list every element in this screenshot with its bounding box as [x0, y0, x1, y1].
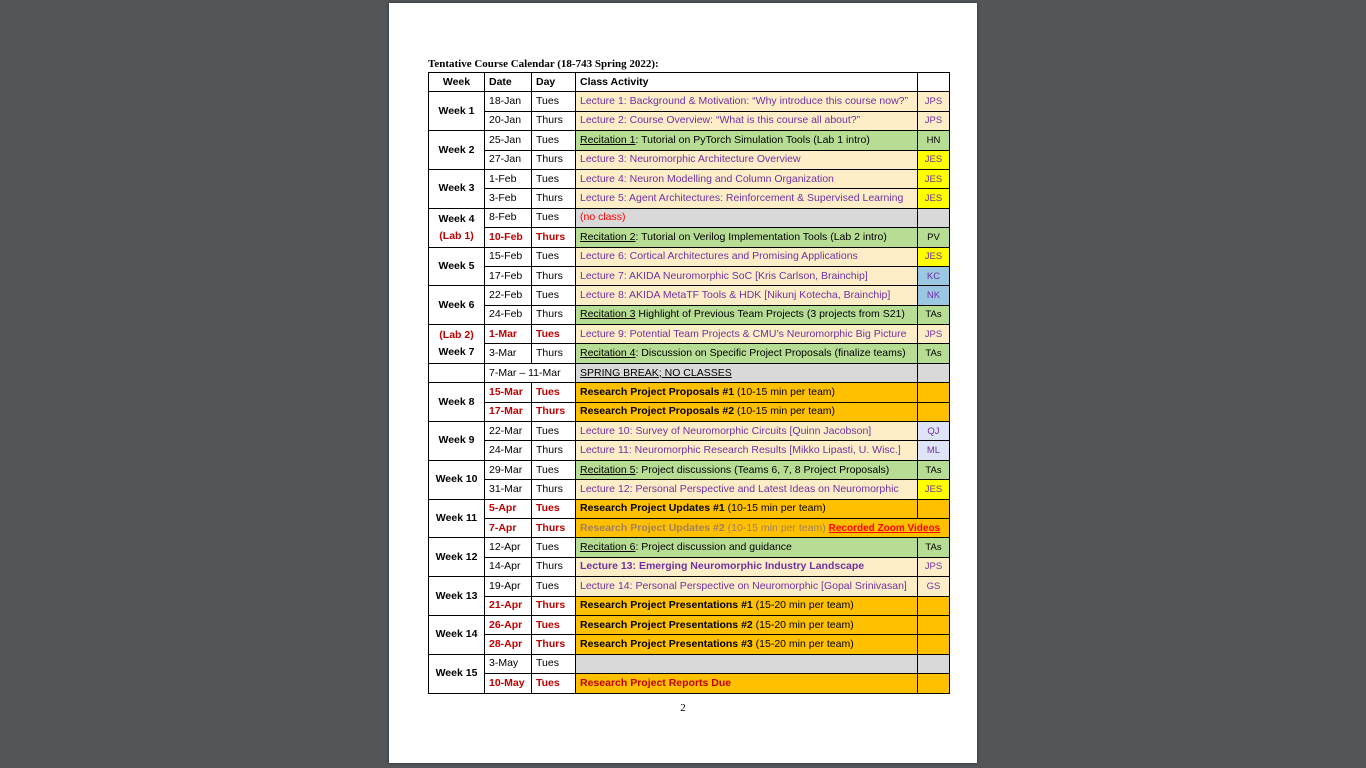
activity-cell: [576, 460, 918, 479]
day-cell: Tues: [532, 499, 576, 518]
table-row: [429, 363, 950, 382]
date-cell: 21-Apr: [485, 596, 532, 615]
initials-cell: [918, 499, 950, 518]
activity-cell: Lecture 10: Survey of Neuromorphic Circuits [Quinn Jacobson]: [576, 422, 918, 441]
date-cell: 28-Apr: [485, 635, 532, 654]
header-row: [429, 73, 950, 92]
initials-cell: [918, 596, 950, 615]
day-cell: Tues: [532, 208, 576, 227]
initials-cell: [918, 615, 950, 634]
day-cell: Tues: [532, 383, 576, 402]
table-row: [429, 189, 950, 208]
day-cell: Thurs: [532, 305, 576, 324]
table-row: [429, 460, 950, 479]
table-row: [429, 208, 950, 227]
activity-text: (15-20 min per team): [752, 599, 854, 612]
initials-cell: [918, 654, 950, 673]
activity-cell: Lecture 2: Course Overview: “What is this course all about?”: [576, 111, 918, 130]
activity-bold: Research Project Proposals #1: [580, 385, 735, 398]
initials-cell: [918, 402, 950, 421]
initials-cell: PV: [918, 228, 950, 247]
activity-cell: Lecture 13: Emerging Neuromorphic Industry Landscape: [576, 557, 918, 576]
week-label: Week 12: [429, 538, 485, 577]
recitation-label: Recitation 2: [580, 230, 636, 243]
recitation-label: Recitation 4: [580, 347, 636, 360]
day-cell: Thurs: [532, 150, 576, 169]
table-row: [429, 441, 950, 460]
date-cell: 7-Apr: [485, 518, 532, 537]
course-calendar-table: [428, 72, 950, 694]
initials-cell: JPS: [918, 92, 950, 111]
activity-bold: Research Project Updates #1: [580, 502, 725, 515]
header-date: Date: [485, 73, 532, 92]
initials-cell: [918, 635, 950, 654]
activity-text: : Tutorial on Verilog Implementation Tools (Lab 2 intro): [635, 230, 887, 243]
day-cell: Tues: [532, 654, 576, 673]
table-row: [429, 111, 950, 130]
day-cell: Thurs: [532, 266, 576, 285]
week-label: Week 13: [429, 577, 485, 616]
initials-cell: [918, 208, 950, 227]
day-cell: Tues: [532, 92, 576, 111]
activity-cell: [576, 538, 918, 557]
table-row: [429, 654, 950, 673]
initials-cell: JES: [918, 189, 950, 208]
week-label: Week 10: [429, 460, 485, 499]
recitation-label: Recitation 1: [580, 133, 636, 146]
date-cell: 22-Mar: [485, 422, 532, 441]
activity-text: (10-15 min per team): [724, 502, 826, 515]
date-cell: 7-Mar – 11-Mar: [485, 363, 576, 382]
week-label: Week 9: [429, 422, 485, 461]
day-cell: Tues: [532, 422, 576, 441]
date-cell: 15-Feb: [485, 247, 532, 266]
activity-cell: Research Project Reports Due: [576, 674, 918, 693]
activity-cell: [576, 596, 918, 615]
initials-cell: JES: [918, 169, 950, 188]
day-cell: Thurs: [532, 344, 576, 363]
day-cell: Tues: [532, 674, 576, 693]
activity-bold: Research Project Presentations #1: [580, 599, 753, 612]
date-cell: 14-Apr: [485, 557, 532, 576]
table-row: [429, 674, 950, 693]
table-row: [429, 131, 950, 150]
date-cell: 12-Apr: [485, 538, 532, 557]
table-row: [429, 480, 950, 499]
date-cell: 25-Jan: [485, 131, 532, 150]
week-label: Week 6: [429, 286, 485, 325]
table-row: [429, 577, 950, 596]
date-cell: 24-Mar: [485, 441, 532, 460]
initials-cell: GS: [918, 577, 950, 596]
activity-text: (15-20 min per team): [752, 618, 854, 631]
day-cell: Thurs: [532, 441, 576, 460]
activity-cell: [576, 383, 918, 402]
recitation-label: Recitation 5: [580, 463, 636, 476]
date-cell: 3-May: [485, 654, 532, 673]
initials-cell: HN: [918, 131, 950, 150]
initials-cell: TAs: [918, 305, 950, 324]
activity-text: (10-15 min per team): [734, 385, 836, 398]
activity-cell: Lecture 14: Personal Perspective on Neuromorphic [Gopal Srinivasan]: [576, 577, 918, 596]
initials-cell: KC: [918, 266, 950, 285]
week-label: Week 14: [429, 615, 485, 654]
date-cell: 29-Mar: [485, 460, 532, 479]
date-cell: 31-Mar: [485, 480, 532, 499]
day-cell: Thurs: [532, 557, 576, 576]
recitation-label: Recitation 3: [580, 308, 636, 321]
week-label: Week 3: [429, 169, 485, 208]
date-cell: 15-Mar: [485, 383, 532, 402]
activity-cell: Lecture 7: AKIDA Neuromorphic SoC [Kris Carlson, Brainchip]: [576, 266, 918, 285]
table-row: [429, 286, 950, 305]
activity-text: Highlight of Previous Team Projects (3 projects from S21): [635, 308, 905, 321]
activity-bold: Research Project Proposals #2: [580, 405, 735, 418]
activity-cell: (no class): [576, 208, 918, 227]
week-label: [429, 363, 485, 382]
activity-cell: [576, 499, 918, 518]
week-label: Week 1: [429, 92, 485, 131]
day-cell: Thurs: [532, 480, 576, 499]
activity-text: (10-15 min per team): [724, 521, 829, 534]
table-row: [429, 538, 950, 557]
activity-cell: [576, 131, 918, 150]
week-label: Week 11: [429, 499, 485, 538]
table-row: [429, 596, 950, 615]
activity-cell: Lecture 3: Neuromorphic Architecture Overview: [576, 150, 918, 169]
table-row: [429, 499, 950, 518]
week-name: Week 4: [438, 212, 475, 225]
day-cell: Tues: [532, 325, 576, 344]
initials-cell: TAs: [918, 344, 950, 363]
activity-cell: Lecture 6: Cortical Architectures and Promising Applications: [576, 247, 918, 266]
initials-cell: [918, 383, 950, 402]
activity-cell: [576, 518, 950, 537]
date-cell: 19-Apr: [485, 577, 532, 596]
date-cell: 3-Mar: [485, 344, 532, 363]
date-cell: 27-Jan: [485, 150, 532, 169]
week-label: [429, 325, 485, 364]
week-label: Week 5: [429, 247, 485, 286]
activity-cell: [576, 305, 918, 324]
date-cell: 20-Jan: [485, 111, 532, 130]
table-row: [429, 402, 950, 421]
initials-cell: NK: [918, 286, 950, 305]
table-row: [429, 422, 950, 441]
activity-text: (10-15 min per team): [734, 405, 836, 418]
activity-bold: Research Project Presentations #2: [580, 618, 753, 631]
table-row: [429, 635, 950, 654]
table-row: [429, 150, 950, 169]
table-row: [429, 557, 950, 576]
calendar-title: Tentative Course Calendar (18-743 Spring 2022):: [428, 58, 659, 70]
lab-label: (Lab 2): [439, 328, 474, 341]
day-cell: Tues: [532, 286, 576, 305]
activity-cell: Lecture 11: Neuromorphic Research Results [Mikko Lipasti, U. Wisc.]: [576, 441, 918, 460]
week-label: Week 15: [429, 654, 485, 693]
activity-text: : Project discussions (Teams 6, 7, 8 Project Proposals): [635, 463, 890, 476]
table-row: [429, 344, 950, 363]
table-row: [429, 518, 950, 537]
day-cell: Tues: [532, 538, 576, 557]
activity-cell: [576, 344, 918, 363]
header-initials: [918, 73, 950, 92]
day-cell: Thurs: [532, 635, 576, 654]
activity-cell: [576, 228, 918, 247]
activity-cell: Lecture 8: AKIDA MetaTF Tools & HDK [Nikunj Kotecha, Brainchip]: [576, 286, 918, 305]
day-cell: Tues: [532, 460, 576, 479]
initials-cell: JES: [918, 150, 950, 169]
activity-text: (15-20 min per team): [752, 638, 854, 651]
day-cell: Thurs: [532, 402, 576, 421]
lab-label: (Lab 1): [439, 229, 474, 242]
date-cell: 24-Feb: [485, 305, 532, 324]
recorded-zoom-videos-link[interactable]: Recorded Zoom Videos: [828, 522, 941, 534]
table-row: [429, 247, 950, 266]
initials-cell: TAs: [918, 460, 950, 479]
activity-cell: [576, 654, 918, 673]
recitation-label: Recitation 6: [580, 541, 636, 554]
date-cell: 17-Feb: [485, 266, 532, 285]
day-cell: Thurs: [532, 111, 576, 130]
table-row: [429, 615, 950, 634]
day-cell: Tues: [532, 247, 576, 266]
header-day: Day: [532, 73, 576, 92]
date-cell: 1-Feb: [485, 169, 532, 188]
date-cell: 10-May: [485, 674, 532, 693]
initials-cell: JES: [918, 480, 950, 499]
activity-text: : Tutorial on PyTorch Simulation Tools (Lab 1 intro): [635, 133, 870, 146]
date-cell: 8-Feb: [485, 208, 532, 227]
day-cell: Thurs: [532, 228, 576, 247]
date-cell: 1-Mar: [485, 325, 532, 344]
header-activity: Class Activity: [576, 73, 918, 92]
activity-cell: [576, 635, 918, 654]
date-cell: 26-Apr: [485, 615, 532, 634]
initials-cell: ML: [918, 441, 950, 460]
week-label: [429, 208, 485, 247]
initials-cell: [918, 363, 950, 382]
date-cell: 22-Feb: [485, 286, 532, 305]
activity-cell: [576, 615, 918, 634]
week-name: Week 7: [438, 345, 475, 358]
activity-cell: Lecture 4: Neuron Modelling and Column Organization: [576, 169, 918, 188]
initials-cell: [918, 674, 950, 693]
activity-cell: Lecture 1: Background & Motivation: “Why introduce this course now?”: [576, 92, 918, 111]
table-row: [429, 92, 950, 111]
date-cell: 3-Feb: [485, 189, 532, 208]
day-cell: Tues: [532, 577, 576, 596]
activity-bold: Research Project Presentations #3: [580, 638, 753, 651]
day-cell: Thurs: [532, 596, 576, 615]
table-row: [429, 169, 950, 188]
week-label: Week 2: [429, 131, 485, 170]
day-cell: Thurs: [532, 518, 576, 537]
initials-cell: JES: [918, 247, 950, 266]
day-cell: Tues: [532, 169, 576, 188]
page-number: 2: [680, 702, 686, 714]
date-cell: 10-Feb: [485, 228, 532, 247]
header-week: Week: [429, 73, 485, 92]
activity-cell: [576, 402, 918, 421]
week-label: Week 8: [429, 383, 485, 422]
table-row: [429, 228, 950, 247]
document-page: [389, 3, 977, 763]
initials-cell: JPS: [918, 111, 950, 130]
activity-text: SPRING BREAK; NO CLASSES: [580, 366, 732, 379]
initials-cell: JPS: [918, 325, 950, 344]
initials-cell: JPS: [918, 557, 950, 576]
activity-cell: Lecture 12: Personal Perspective and Latest Ideas on Neuromorphic: [576, 480, 918, 499]
date-cell: 17-Mar: [485, 402, 532, 421]
activity-cell: Lecture 9: Potential Team Projects & CMU’s Neuromorphic Big Picture: [576, 325, 918, 344]
day-cell: Thurs: [532, 189, 576, 208]
activity-cell: [576, 363, 918, 382]
day-cell: Tues: [532, 615, 576, 634]
date-cell: 5-Apr: [485, 499, 532, 518]
day-cell: Tues: [532, 131, 576, 150]
initials-cell: TAs: [918, 538, 950, 557]
table-row: [429, 325, 950, 344]
table-row: [429, 266, 950, 285]
activity-cell: Lecture 5: Agent Architectures: Reinforcement & Supervised Learning: [576, 189, 918, 208]
table-row: [429, 383, 950, 402]
activity-text: : Project discussion and guidance: [635, 541, 792, 554]
activity-text: : Discussion on Specific Project Proposals (finalize teams): [635, 347, 906, 360]
date-cell: 18-Jan: [485, 92, 532, 111]
table-row: [429, 305, 950, 324]
activity-bold: Research Project Updates #2: [580, 521, 725, 534]
initials-cell: QJ: [918, 422, 950, 441]
